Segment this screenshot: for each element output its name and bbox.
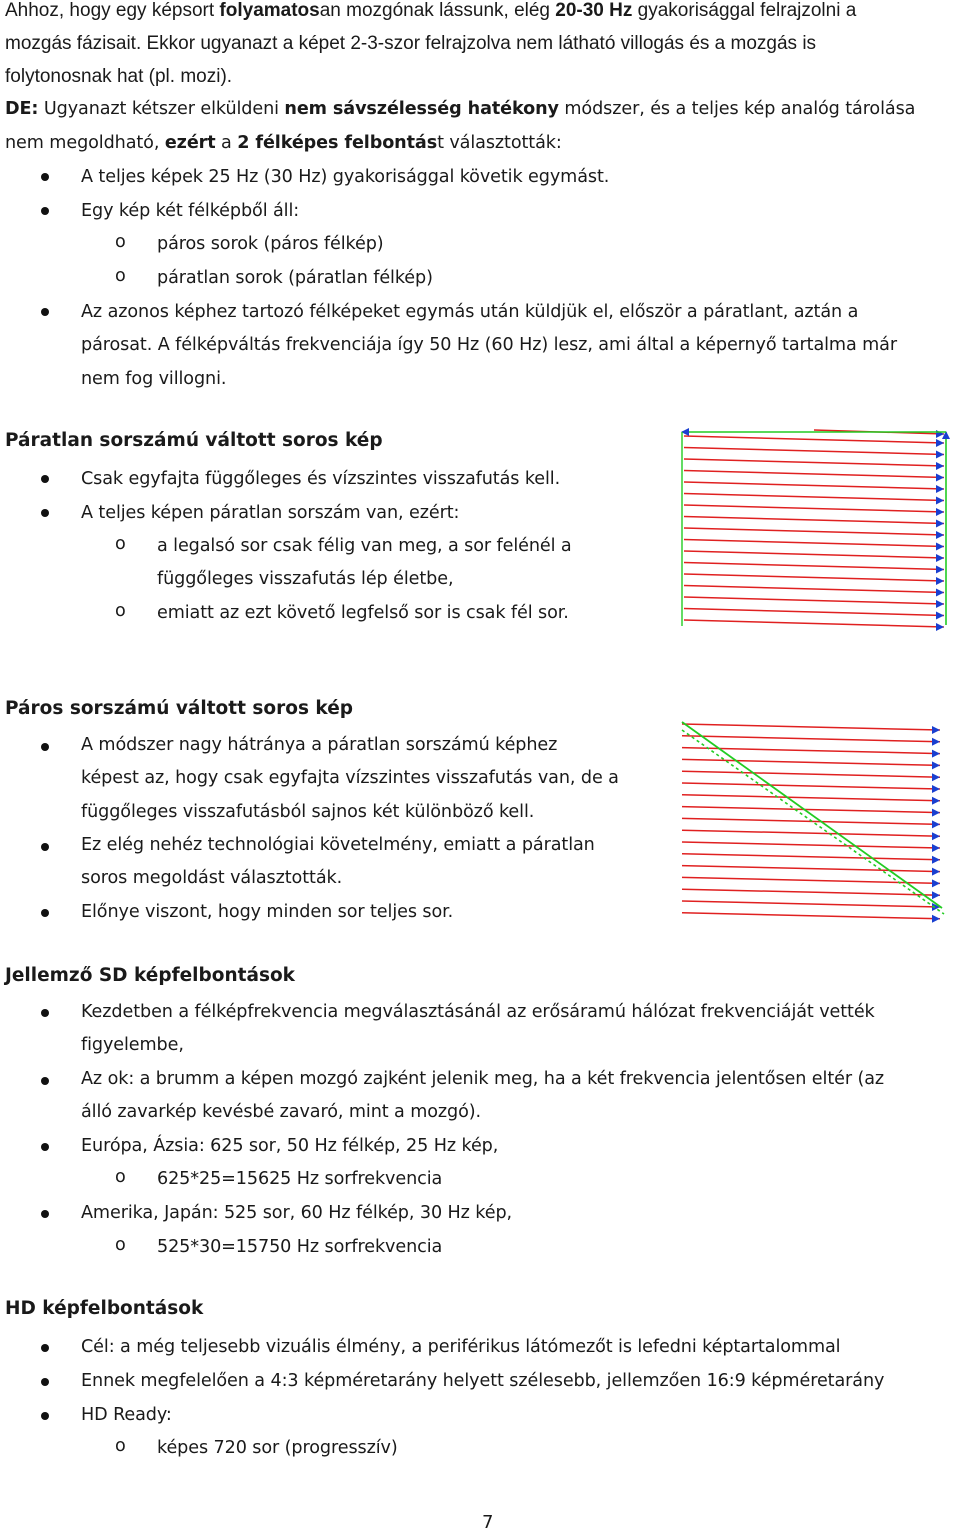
intro-line-2: mozgás fázisait. Ekkor ugyanazt a képet 2-3-szor felrajzolva nem látható villogás és a mozgás is (5, 33, 817, 54)
de-line-1: DE: Ugyanazt kétszer elküldeni nem sávszélesség hatékony módszer, és a teljes kép analóg tárolása (5, 99, 916, 119)
arrow-head-icon (936, 600, 944, 608)
arrow-head-icon (936, 623, 944, 631)
scan-line (682, 736, 940, 742)
bullet-send-order-1: Az azonos képhez tartozó félképeket egymás után küldjük el, először a páratlant, aztán a (81, 302, 859, 322)
sub-bullet-marker: o (115, 601, 126, 621)
bullet-dot (41, 173, 49, 181)
arrow-head-icon (932, 879, 940, 887)
sub-bullet-marker: o (115, 534, 126, 554)
scan-line (682, 783, 940, 789)
bullet-frame-rate: A teljes képek 25 Hz (30 Hz) gyakorisággal követik egymást. (81, 167, 610, 187)
even-bullet-1-line-2: képest az, hogy csak egyfajta vízszintes visszafutás van, de a (81, 768, 619, 788)
scan-line (684, 620, 944, 627)
sd-bullet-2-line-1: Az ok: a brumm a képen mozgó zajként jelenik meg, ha a két frekvencia jelentősen eltér (az (81, 1069, 885, 1089)
sub-odd-rows: páratlan sorok (páratlan félkép) (157, 268, 433, 288)
odd-sub-2: emiatt az ezt követő legfelső sor is csak fél sor. (157, 603, 569, 623)
arrow-head-icon (936, 508, 944, 516)
bullet-dot (41, 743, 49, 751)
even-bullet-2-line-2: soros megoldást választották. (81, 868, 343, 888)
bullet-send-order-3: nem fog villogni. (81, 369, 227, 389)
arrow-head-icon (932, 797, 940, 805)
sub-even-rows: páros sorok (páros félkép) (157, 234, 384, 254)
scan-line (684, 540, 944, 547)
arrow-head-icon (932, 761, 940, 769)
arrow-head-icon (936, 451, 944, 459)
sd-bullet-2-line-2: álló zavarkép kevésbé zavaró, mint a mozgó). (81, 1102, 482, 1122)
arrow-head-icon (932, 820, 940, 828)
sd-bullet-america: Amerika, Japán: 525 sor, 60 Hz félkép, 30 Hz kép, (81, 1203, 513, 1223)
sub-bullet-marker: o (115, 232, 126, 252)
even-bullet-2-line-1: Ez elég nehéz technológiai követelmény, emiatt a páratlan (81, 835, 595, 855)
section-title-sd: Jellemző SD képfelbontások (5, 965, 295, 986)
section-title-even: Páros sorszámú váltott soros kép (5, 698, 353, 719)
hd-bullet-1: Cél: a még teljesebb vizuális élmény, a periférikus látómezőt is lefedni képtartalommal (81, 1337, 841, 1357)
arrow-head-icon (936, 612, 944, 620)
arrow-head-icon (932, 809, 940, 817)
arrow-head-icon (932, 844, 940, 852)
scan-line (684, 448, 944, 455)
page-number: 7 (482, 1512, 494, 1533)
scan-line (684, 517, 944, 524)
hd-sub-3: képes 720 sor (progresszív) (157, 1438, 398, 1458)
bullet-dot (41, 843, 49, 851)
bullet-dot (41, 1344, 49, 1352)
scan-lines (682, 724, 940, 923)
arrow-head-icon (932, 738, 940, 746)
scan-line (682, 901, 940, 907)
bullet-dot (41, 909, 49, 917)
scan-line (684, 494, 944, 501)
arrow-head-icon (936, 577, 944, 585)
scan-line (682, 795, 940, 801)
arrow-head-icon (936, 485, 944, 493)
scan-line (684, 586, 944, 593)
scan-line (682, 913, 940, 919)
scan-line (682, 854, 940, 860)
arrow-head-icon (936, 474, 944, 482)
scan-line (684, 609, 944, 616)
arrow-head-icon (936, 439, 944, 447)
arrow-head-icon (936, 589, 944, 597)
scan-line (684, 528, 944, 535)
arrow-head-icon (932, 773, 940, 781)
scan-line (684, 563, 944, 570)
sd-sub-america: 525*30=15750 Hz sorfrekvencia (157, 1237, 443, 1257)
sd-sub-europe: 625*25=15625 Hz sorfrekvencia (157, 1169, 443, 1189)
bullet-dot (41, 1077, 49, 1085)
hd-bullet-2: Ennek megfelelően a 4:3 képméretarány helyett szélesebb, jellemzően 16:9 képméretarány (81, 1371, 885, 1391)
section-title-odd: Páratlan sorszámú váltott soros kép (5, 430, 383, 451)
bullet-two-fields: Egy kép két félképből áll: (81, 201, 300, 221)
arrow-head-icon (932, 856, 940, 864)
odd-bullet-1: Csak egyfajta függőleges és vízszintes visszafutás kell. (81, 469, 561, 489)
scan-line (682, 807, 940, 813)
scan-line (684, 505, 944, 512)
scan-line (682, 842, 940, 848)
de-line-2: nem megoldható, ezért a 2 félképes felbontást választották: (5, 133, 562, 153)
even-bullet-1-line-1: A módszer nagy hátránya a páratlan sorszámú képhez (81, 735, 558, 755)
even-bullet-1-line-3: függőleges visszafutásból sajnos két különböző kell. (81, 802, 535, 822)
arrow-head-icon (932, 726, 940, 734)
arrow-head-icon (936, 531, 944, 539)
bullet-dot (41, 475, 49, 483)
scan-line (684, 551, 944, 558)
odd-sub-1-line-2: függőleges visszafutás lép életbe, (157, 569, 454, 589)
scan-line (684, 574, 944, 581)
scan-line (684, 459, 944, 466)
arrow-head-icon (936, 497, 944, 505)
intro-line-3: folytonosnak hat (pl. mozi). (5, 66, 233, 87)
arrow-head-icon (932, 891, 940, 899)
bullet-dot (41, 1412, 49, 1420)
arrow-head-icon (936, 566, 944, 574)
arrow-head-icon (936, 520, 944, 528)
scan-line (682, 759, 940, 765)
odd-interlace-diagram (674, 426, 956, 640)
sd-bullet-1-line-1: Kezdetben a félképfrekvencia megválasztásánál az erősáramú hálózat frekvenciáját vették (81, 1002, 875, 1022)
bullet-dot (41, 1009, 49, 1017)
sub-bullet-marker: o (115, 266, 126, 286)
sd-bullet-europe: Európa, Ázsia: 625 sor, 50 Hz félkép, 25 Hz kép, (81, 1136, 499, 1156)
bullet-send-order-2: párosat. A félképváltás frekvenciája így 50 Hz (60 Hz) lesz, ami által a képernyő tartalma már (81, 335, 897, 355)
arrow-head-icon (932, 750, 940, 758)
scan-line (684, 436, 944, 443)
scan-line (684, 482, 944, 489)
arrow-head-icon (932, 785, 940, 793)
odd-bullet-2: A teljes képen páratlan sorszám van, ezért: (81, 503, 460, 523)
scan-line (682, 724, 940, 730)
sub-bullet-marker: o (115, 1235, 126, 1255)
even-bullet-3: Előnye viszont, hogy minden sor teljes sor. (81, 902, 454, 922)
scan-line (682, 771, 940, 777)
arrow-head-icon (936, 543, 944, 551)
arrow-head-icon (936, 554, 944, 562)
odd-sub-1-line-1: a legalsó sor csak félig van meg, a sor felénél a (157, 536, 572, 556)
section-title-hd: HD képfelbontások (5, 1298, 204, 1319)
sd-bullet-1-line-2: figyelembe, (81, 1035, 184, 1055)
intro-line-1: Ahhoz, hogy egy képsort folyamatosan mozgónak lássunk, elég 20-30 Hz gyakorisággal felrajzolni a (5, 0, 857, 21)
bullet-dot (41, 1210, 49, 1218)
arrow-head-icon (932, 868, 940, 876)
arrow-head-icon (932, 915, 940, 923)
arrow-head-icon (936, 462, 944, 470)
bullet-dot (41, 1143, 49, 1151)
scan-line (682, 889, 940, 895)
scan-line (684, 471, 944, 478)
sub-bullet-marker: o (115, 1436, 126, 1456)
bullet-dot (41, 308, 49, 316)
even-interlace-diagram (678, 718, 950, 923)
bullet-dot (41, 509, 49, 517)
scan-line (684, 597, 944, 604)
scan-lines (684, 430, 944, 631)
bullet-dot (41, 1378, 49, 1386)
scan-line (682, 830, 940, 836)
sub-bullet-marker: o (115, 1167, 126, 1187)
scan-line (682, 866, 940, 872)
hd-bullet-3: HD Ready: (81, 1405, 172, 1425)
arrow-head-icon (932, 832, 940, 840)
bullet-dot (41, 207, 49, 215)
